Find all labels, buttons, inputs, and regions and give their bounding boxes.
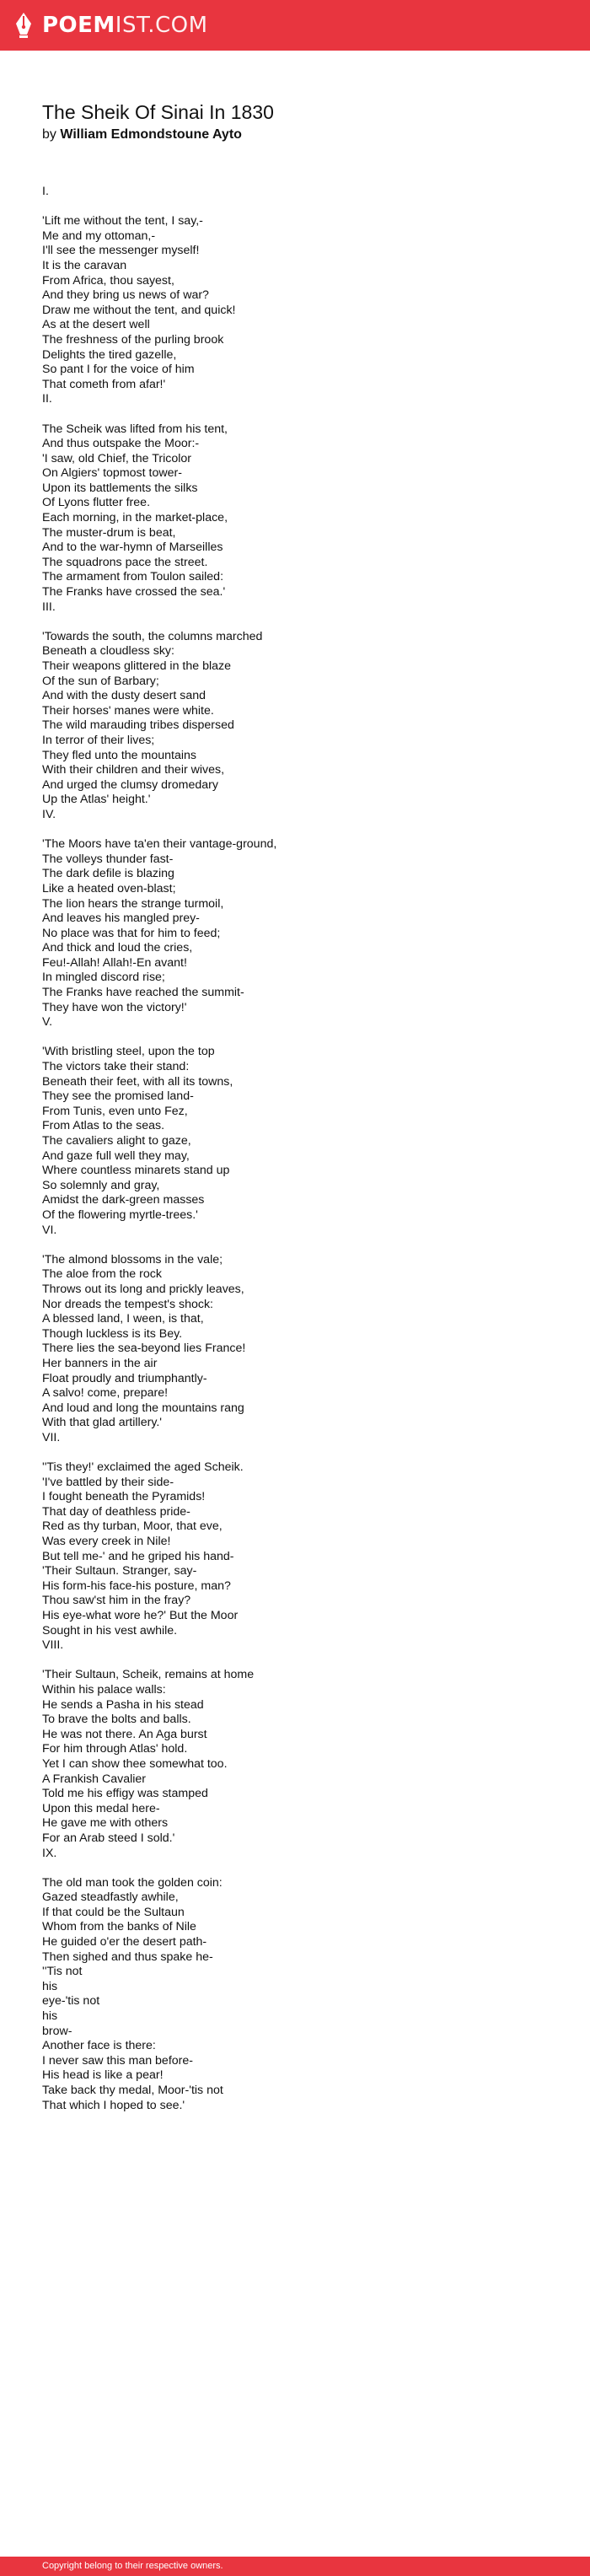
poem-line: With that glad artillery.' — [42, 1416, 163, 1430]
poem-line: Their weapons glittered in the blaze — [42, 659, 231, 673]
poem-line: 'Lift me without the tent, I say,- — [42, 214, 203, 229]
poem-line: They have won the victory!' — [42, 1000, 187, 1014]
poem-line: The volleys thunder fast- — [42, 852, 174, 866]
poem-line: And leaves his mangled prey- — [42, 912, 200, 926]
poem-line: The squadrons pace the street. — [42, 555, 208, 569]
poem-line: And with the dusty desert sand — [42, 689, 206, 703]
poem-line: 'Their Sultaun, Scheik, remains at home — [42, 1668, 255, 1682]
poem-line: Red as thy turban, Moor, that eve, — [42, 1519, 223, 1534]
poem-line: Float proudly and triumphantly- — [42, 1371, 207, 1385]
poem-line: I fought beneath the Pyramids! — [42, 1490, 206, 1504]
poem-line: Upon its battlements the silks — [42, 481, 198, 495]
poem-body — [42, 185, 548, 2113]
poem-line: And they bring us news of war? — [42, 288, 209, 303]
poem-line: Told me his effigy was stamped — [42, 1787, 208, 1801]
poem-line: ''Tis not — [42, 1965, 83, 1979]
stanza-gap — [42, 200, 548, 215]
poem-line: 'I've battled by their side- — [42, 1475, 174, 1489]
poem-line: The freshness of the purling brook — [42, 332, 224, 347]
poem-line: VI. — [42, 1223, 57, 1237]
poem-line: Beneath a cloudless sky: — [42, 644, 174, 659]
poem-title: The Sheik Of Sinai In 1830 — [42, 101, 274, 123]
poem-line: his — [42, 1979, 58, 1993]
poem-line: So solemnly and gray, — [42, 1178, 160, 1192]
poem-line: IX. — [42, 1846, 57, 1860]
poem-line: Of the flowering myrtle-trees.' — [42, 1207, 198, 1222]
poem-line: But tell me-' and he griped his hand- — [42, 1549, 234, 1563]
poem-line: In mingled discord rise; — [42, 971, 165, 985]
poem-line: And loud and long the mountains rang — [42, 1401, 244, 1415]
poem-line: Though luckless is its Bey. — [42, 1326, 183, 1341]
poem-line: VIII. — [42, 1638, 64, 1653]
site-footer — [0, 2557, 590, 2576]
poem-line: They fled unto the mountains — [42, 748, 196, 762]
poem-line: The armament from Toulon sailed: — [42, 570, 224, 584]
poem-line: Then sighed and thus spake he- — [42, 1949, 213, 1964]
poem-line: With their children and their wives, — [42, 763, 225, 777]
brand-name-bold: POEM — [42, 13, 115, 38]
poem-line: The victors take their stand: — [42, 1060, 190, 1074]
poem-line: On Algiers' topmost tower- — [42, 466, 182, 481]
stanza-gap — [42, 1654, 548, 1669]
poem-line: In terror of their lives; — [42, 733, 155, 747]
poem-line: I. — [42, 185, 49, 198]
poem-line: The muster-drum is beat, — [42, 525, 176, 540]
poem-line: Their horses' manes were white. — [42, 703, 214, 718]
poem-line: From Africa, thou sayest, — [42, 273, 174, 288]
site-header — [0, 0, 590, 51]
poem-line: For an Arab steed I sold.' — [42, 1831, 175, 1845]
poem-line: From Tunis, even unto Fez, — [42, 1104, 188, 1118]
poem-line: Within his palace walls: — [42, 1682, 166, 1697]
poem-line: ''Tis they!' exclaimed the aged Scheik. — [42, 1460, 244, 1475]
poem-line: 'I saw, old Chief, the Tricolor — [42, 451, 191, 465]
poem-line: No place was that for him to feed; — [42, 926, 221, 940]
poem-line: Whom from the banks of Nile — [42, 1920, 196, 1934]
stanza-gap — [42, 407, 548, 422]
poem-line: A salvo! come, prepare! — [42, 1386, 169, 1401]
poem-line: Gazed steadfastly awhile, — [42, 1890, 179, 1905]
poem-line: The lion hears the strange turmoil, — [42, 896, 224, 911]
poem-line: Each morning, in the market-place, — [42, 511, 228, 525]
poem-line: For him through Atlas' hold. — [42, 1742, 188, 1756]
poem-line: If that could be the Sultaun — [42, 1905, 185, 1919]
poem-line: The Scheik was lifted from his tent, — [42, 422, 228, 436]
poem-line: 'Towards the south, the columns marched — [42, 629, 263, 643]
poem-line: And to the war-hymn of Marseilles — [42, 540, 223, 555]
poem-line: brow- — [42, 2024, 72, 2038]
stanza-gap — [42, 1030, 548, 1046]
poem-line: He gave me with others — [42, 1816, 169, 1831]
poem-line: And gaze full well they may, — [42, 1148, 190, 1163]
poem-line: He sends a Pasha in his stead — [42, 1697, 204, 1712]
poem-line: V. — [42, 1015, 53, 1030]
poem-line: That which I hoped to see.' — [42, 2098, 185, 2112]
byline — [42, 126, 242, 144]
poem-line: There lies the sea-beyond lies France! — [42, 1342, 246, 1356]
poem-line: So pant I for the voice of him — [42, 363, 195, 377]
site-logo-link[interactable] — [13, 12, 208, 39]
poem-line: To brave the bolts and balls. — [42, 1713, 191, 1727]
poem-line: Beneath their feet, with all its towns, — [42, 1074, 233, 1089]
poem-line: I never saw this man before- — [42, 2053, 193, 2068]
poem-line: The wild marauding tribes dispersed — [42, 718, 234, 733]
poem-line: Feu!-Allah! Allah!-En avant! — [42, 955, 187, 970]
poem-line: As at the desert well — [42, 318, 150, 332]
poem-line: He guided o'er the desert path- — [42, 1935, 207, 1949]
poem-line: II. — [42, 392, 52, 406]
poem-line: That cometh from afar!' — [42, 377, 166, 391]
poem-line: III. — [42, 600, 56, 614]
poem-line: And thick and loud the cries, — [42, 941, 193, 955]
poem-line: His form-his face-his posture, man? — [42, 1578, 231, 1593]
stanza-gap — [42, 1445, 548, 1460]
poem-line: Where countless minarets stand up — [42, 1164, 230, 1178]
poem-line: Throws out its long and prickly leaves, — [42, 1282, 244, 1296]
poem-line: Sought in his vest awhile. — [42, 1623, 178, 1638]
poem-line: That day of deathless pride- — [42, 1504, 190, 1519]
poem-line: Another face is there: — [42, 2039, 156, 2053]
poem-line: The cavaliers alight to gaze, — [42, 1134, 191, 1148]
poem-line: The Franks have reached the summit- — [42, 986, 244, 1000]
poem-line: A Frankish Cavalier — [42, 1772, 147, 1786]
poem-line: 'The almond blossoms in the vale; — [42, 1252, 223, 1266]
stanza-gap — [42, 823, 548, 838]
poem-line: 'With bristling steel, upon the top — [42, 1045, 215, 1059]
brand-name-light: IST.COM — [115, 13, 208, 38]
poem-line: eye-'tis not — [42, 1994, 100, 2009]
poem-line: It is the caravan — [42, 258, 127, 272]
poem-line: The old man took the golden coin: — [42, 1875, 223, 1890]
poem-line: They see the promised land- — [42, 1089, 194, 1104]
poem-line: his — [42, 2009, 58, 2024]
poem-line: Amidst the dark-green masses — [42, 1193, 205, 1207]
copyright-notice: Copyright belong to their respective owners. — [42, 2561, 223, 2571]
poem-line: Yet I can show thee somewhat too. — [42, 1756, 228, 1771]
poem-line: Nor dreads the tempest's shock: — [42, 1297, 214, 1311]
stanza-gap — [42, 1238, 548, 1253]
poem-line: Like a heated oven-blast; — [42, 881, 176, 895]
stanza-gap — [42, 1861, 548, 1876]
author-link[interactable]: William Edmondstoune Ayto — [60, 127, 242, 142]
poem-line: Was every creek in Nile! — [42, 1535, 171, 1549]
poem-line: A blessed land, I ween, is that, — [42, 1312, 204, 1326]
poem-line: I'll see the messenger myself! — [42, 244, 200, 258]
pen-nib-icon — [13, 12, 34, 39]
poem-line: Draw me without the tent, and quick! — [42, 303, 236, 317]
by-label: by — [42, 127, 56, 142]
poem-line: Thou saw'st him in the fray? — [42, 1594, 191, 1608]
poem-line: The aloe from the rock — [42, 1267, 162, 1282]
poem-line: 'The Moors have ta'en their vantage-ground, — [42, 837, 277, 852]
poem-line: IV. — [42, 807, 56, 821]
poem-line: He was not there. An Aga burst — [42, 1727, 207, 1741]
poem-line: Delights the tired gazelle, — [42, 347, 177, 362]
poem-line: From Atlas to the seas. — [42, 1119, 165, 1133]
poem-line: 'Their Sultaun. Stranger, say- — [42, 1564, 197, 1578]
poem-line: The Franks have crossed the sea.' — [42, 585, 226, 600]
poem-line: Of Lyons flutter free. — [42, 496, 151, 510]
poem-line: His head is like a pear! — [42, 2068, 164, 2083]
poem-line: Me and my ottoman,- — [42, 229, 156, 243]
poem-line: Upon this medal here- — [42, 1801, 160, 1815]
poem-line: Take back thy medal, Moor-'tis not — [42, 2084, 223, 2097]
poem-line: And thus outspake the Moor:- — [42, 437, 200, 451]
brand-name — [42, 12, 208, 39]
poem-line: And urged the clumsy dromedary — [42, 777, 218, 792]
stanza-gap — [42, 615, 548, 630]
poem-line: Of the sun of Barbary; — [42, 674, 159, 688]
poem-line: Up the Atlas' height.' — [42, 793, 151, 807]
poem-line: The dark defile is blazing — [42, 867, 174, 881]
poem-line: VII. — [42, 1430, 61, 1444]
poem-line: His eye-what wore he?' But the Moor — [42, 1609, 239, 1622]
poem-line: Her banners in the air — [42, 1356, 158, 1370]
